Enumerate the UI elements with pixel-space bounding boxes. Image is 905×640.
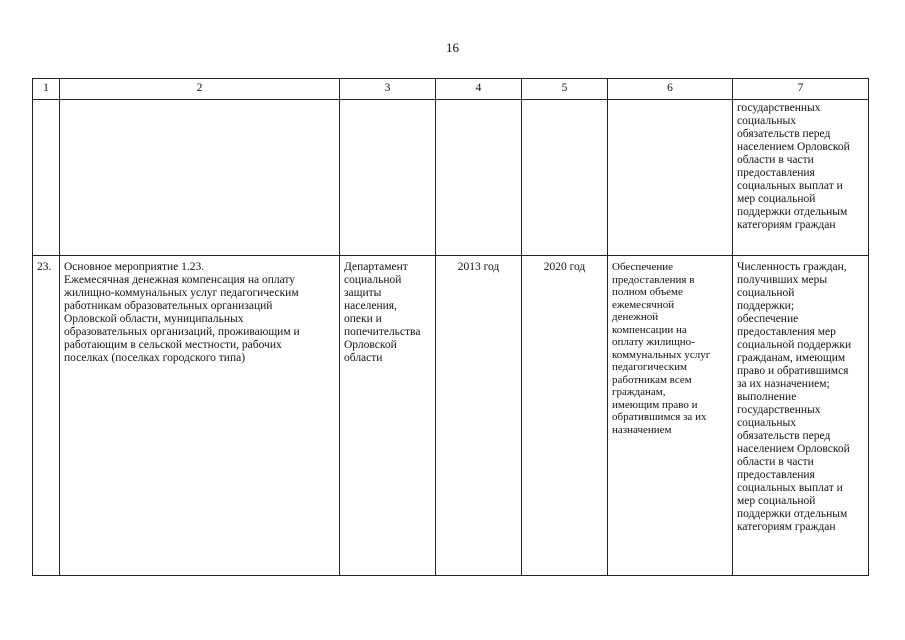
expected-result-cell: Обеспечение предоставления в полном объеме ежемесячной денежной компенсации на оплату жилищно- коммунальных услуг педагогическим работникам всем гражданам, имеющим право и обратившимся за их назначением (608, 256, 733, 576)
header-cell-5: 5 (522, 79, 608, 100)
header-cell-1: 1 (33, 79, 60, 100)
page-number: 16 (446, 40, 459, 55)
indicator-link-cell: Численность граждан, получивших меры социальной поддержки; обеспечение предоставления мер социальной поддержки гражданам, имеющим право и обратившимся за их назначением; выполнение государственных социальных обязательств перед населением Орловской области в части предоставления социальных выплат и мер социальной поддержки отдельным категориям граждан (733, 256, 869, 576)
end-year-cell: 2020 год (522, 256, 608, 576)
measure-name-cell: Основное мероприятие 1.23. Ежемесячная денежная компенсация на оплату жилищно-коммунальных услуг педагогическим работникам образовательных организаций Орловской области, муниципальных образовательных организаций, проживающим и работающим в сельской местности, рабочих поселках (поселках городского типа) (60, 256, 340, 576)
header-cell-4: 4 (436, 79, 522, 100)
end-year-cell (522, 100, 608, 256)
header-cell-3: 3 (340, 79, 436, 100)
table-row (33, 100, 869, 256)
header-cell-2: 2 (60, 79, 340, 100)
start-year-cell (436, 100, 522, 256)
start-year-cell: 2013 год (436, 256, 522, 576)
expected-result-cell (608, 100, 733, 256)
table-row (33, 256, 869, 576)
row-number-cell (33, 100, 60, 256)
header-cell-6: 6 (608, 79, 733, 100)
measure-name-cell (60, 100, 340, 256)
indicator-link-cell: государственных социальных обязательств перед населением Орловской области в части предоставления социальных выплат и мер социальной поддержки отдельным категориям граждан (733, 100, 869, 256)
row-number-cell: 23. (33, 256, 60, 576)
table-header-row (33, 79, 869, 100)
executor-cell (340, 100, 436, 256)
executor-cell: Департамент социальной защиты населения, опеки и попечительства Орловской области (340, 256, 436, 576)
program-table (32, 78, 869, 576)
header-cell-7: 7 (733, 79, 869, 100)
